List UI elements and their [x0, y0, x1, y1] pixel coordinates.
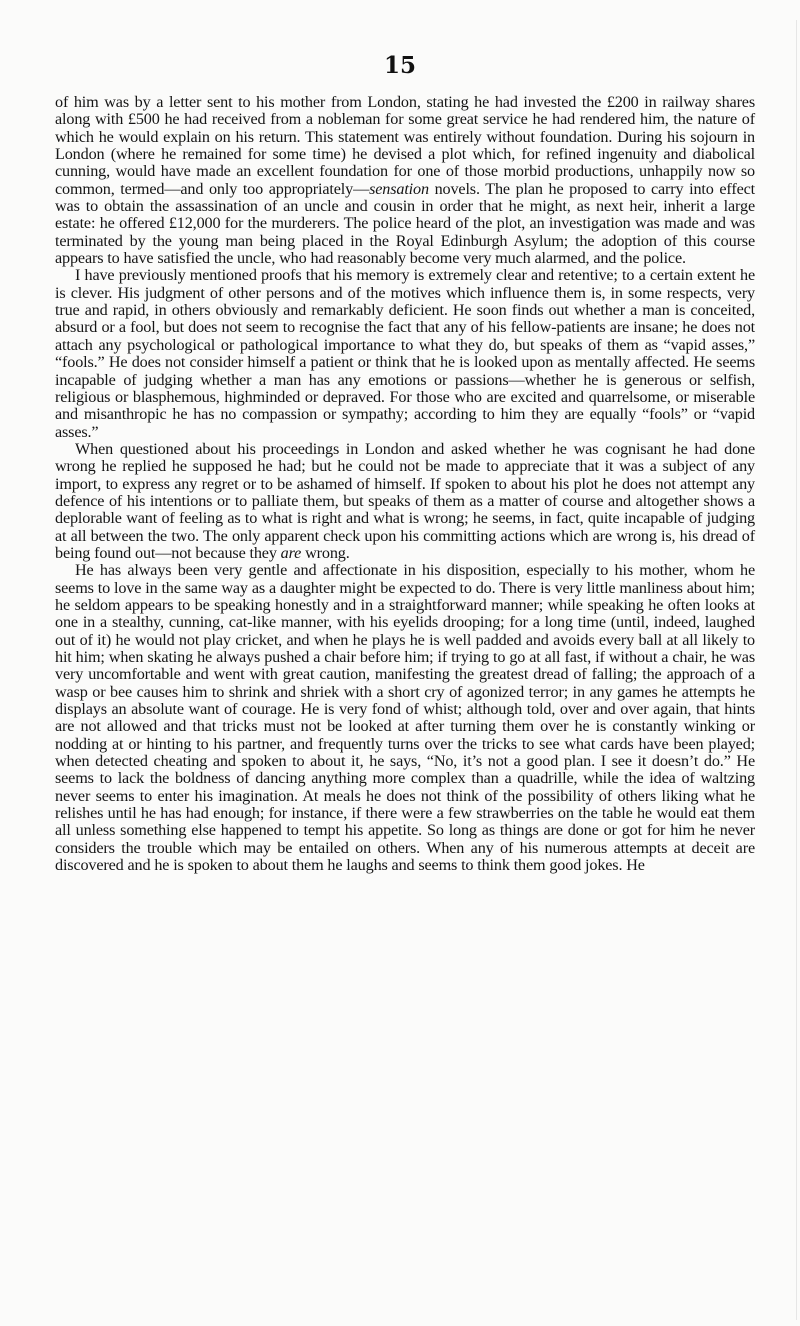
text-run: He has always been very gentle and affectionate in his disposition, especially to his mother, whom he seems to love in the same way as a daughter might be expected to do. There is very little manliness about him; he seldom appears to be speaking honestly and in a straightforward manner; while speaking he often looks at one in a stealthy, cunning, cat-like manner, with his eyelids drooping; for a long time (until, indeed, laughed out of it) he would not play cricket, and when he plays he is well padded and avoids every ball at all likely to hit him; when skating he always pushed a chair before him; if trying to go at all fast, if without a chair, he was very uncomfortable and went with great caution, manifesting the greatest dread of falling; the approach of a wasp or bee causes him to shrink and shriek with a short cry of agonized terror; in any games he attempts he displays an absolute want of courage. He is very fond of whist; although told, over and over again, that hints are not allowed and that tricks must not be looked at after turning them over he is constantly winking or nodding at or hinting to his partner, and frequently turns over the tricks to see what cards have been played; when detected cheating and spoken to about it, he says, “No, it’s not a good plan. I see it doesn’t do.” He seems to lack the boldness of dancing anything more complex than a quadrille, while the idea of waltzing never seems to enter his imagination. At meals he does not think of the possibility of others liking what he relishes until he has had enough; for instance, if there were a few strawberries on the table he would eat them all unless something else happened to tempt his appetite. So long as things are done or got for him he never considers the trouble which may be entailed on others. When any of his numerous attempts at deceit are discovered and he is spoken to about them he laughs and seems to think them good jokes. He [55, 561, 755, 875]
body-text [55, 94, 755, 874]
paragraph [55, 562, 755, 874]
italic-text-run: sensation [369, 179, 429, 198]
paragraph [55, 441, 755, 562]
text-run: novels. The plan he proposed to carry into effect was to obtain the assassination of an uncle and cousin in order that he might, as next heir, inherit a large estate: he offered £12,000 for the murderers. The police heard of the plot, an investigation was made and was terminated by the young man being placed in the Royal Edinburgh Asylum; the adoption of this course appears to have satisfied the uncle, who had reasonably become very much alarmed, and the police. [55, 179, 755, 268]
paragraph [55, 267, 755, 440]
italic-text-run: are [280, 543, 302, 562]
text-run: When questioned about his proceedings in London and asked whether he was cognisant he had done wrong he replied he supposed he had; but he could not be made to appreciate that it was a subject of any import, to express any regret or to be ashamed of himself. If spoken to about his plot he does not attempt any defence of his intentions or to palliate them, but speaks of them as a matter of course and altogether shows a deplorable want of feeling as to what is right and what is wrong; he seems, in fact, quite incapable of judging at all between the two. The only apparent check upon his committing actions which are wrong is, his dread of being found out—not because they [55, 439, 755, 562]
text-run: I have previously mentioned proofs that his memory is extremely clear and retentive; to a certain extent he is clever. His judgment of other persons and of the motives which influence them is, in some respects, very true and rapid, in others obviously and remarkably deficient. He soon finds out whether a man is conceited, absurd or a fool, but does not seem to recognise the fact that any of his fellow-patients are insane; he does not attach any psychological or pathological importance to what they do, but speaks of them as “vapid asses,” “fools.” He does not consider himself a patient or think that he is looked upon as mentally affected. He seems incapable of judging whether a man has any emotions or passions—whether he is generous or selfish, religious or blasphemous, highminded or depraved. For those who are excited and quarrelsome, or miserable and misanthropic he has no compassion or sympathy; according to him they are equally “fools” or “vapid asses.” [55, 266, 755, 441]
paragraph [55, 94, 755, 267]
page-edge-shadow [796, 20, 797, 1320]
text-run: of him was by a letter sent to his mother from London, stating he had invested the £200 in railway shares along with £500 he had received from a nobleman for some great service he had rendered him, the nature of which he would explain on his return. This statement was entirely without foundation. During his sojourn in London (where he remained for some time) he devised a plot which, for refined ingenuity and diabolical cunning, would have made an excellent foundation for one of those morbid productions, unhappily now so common, termed—and only too appropriately— [55, 93, 755, 198]
text-run: wrong. [301, 543, 350, 562]
page-number: 15 [383, 52, 416, 79]
